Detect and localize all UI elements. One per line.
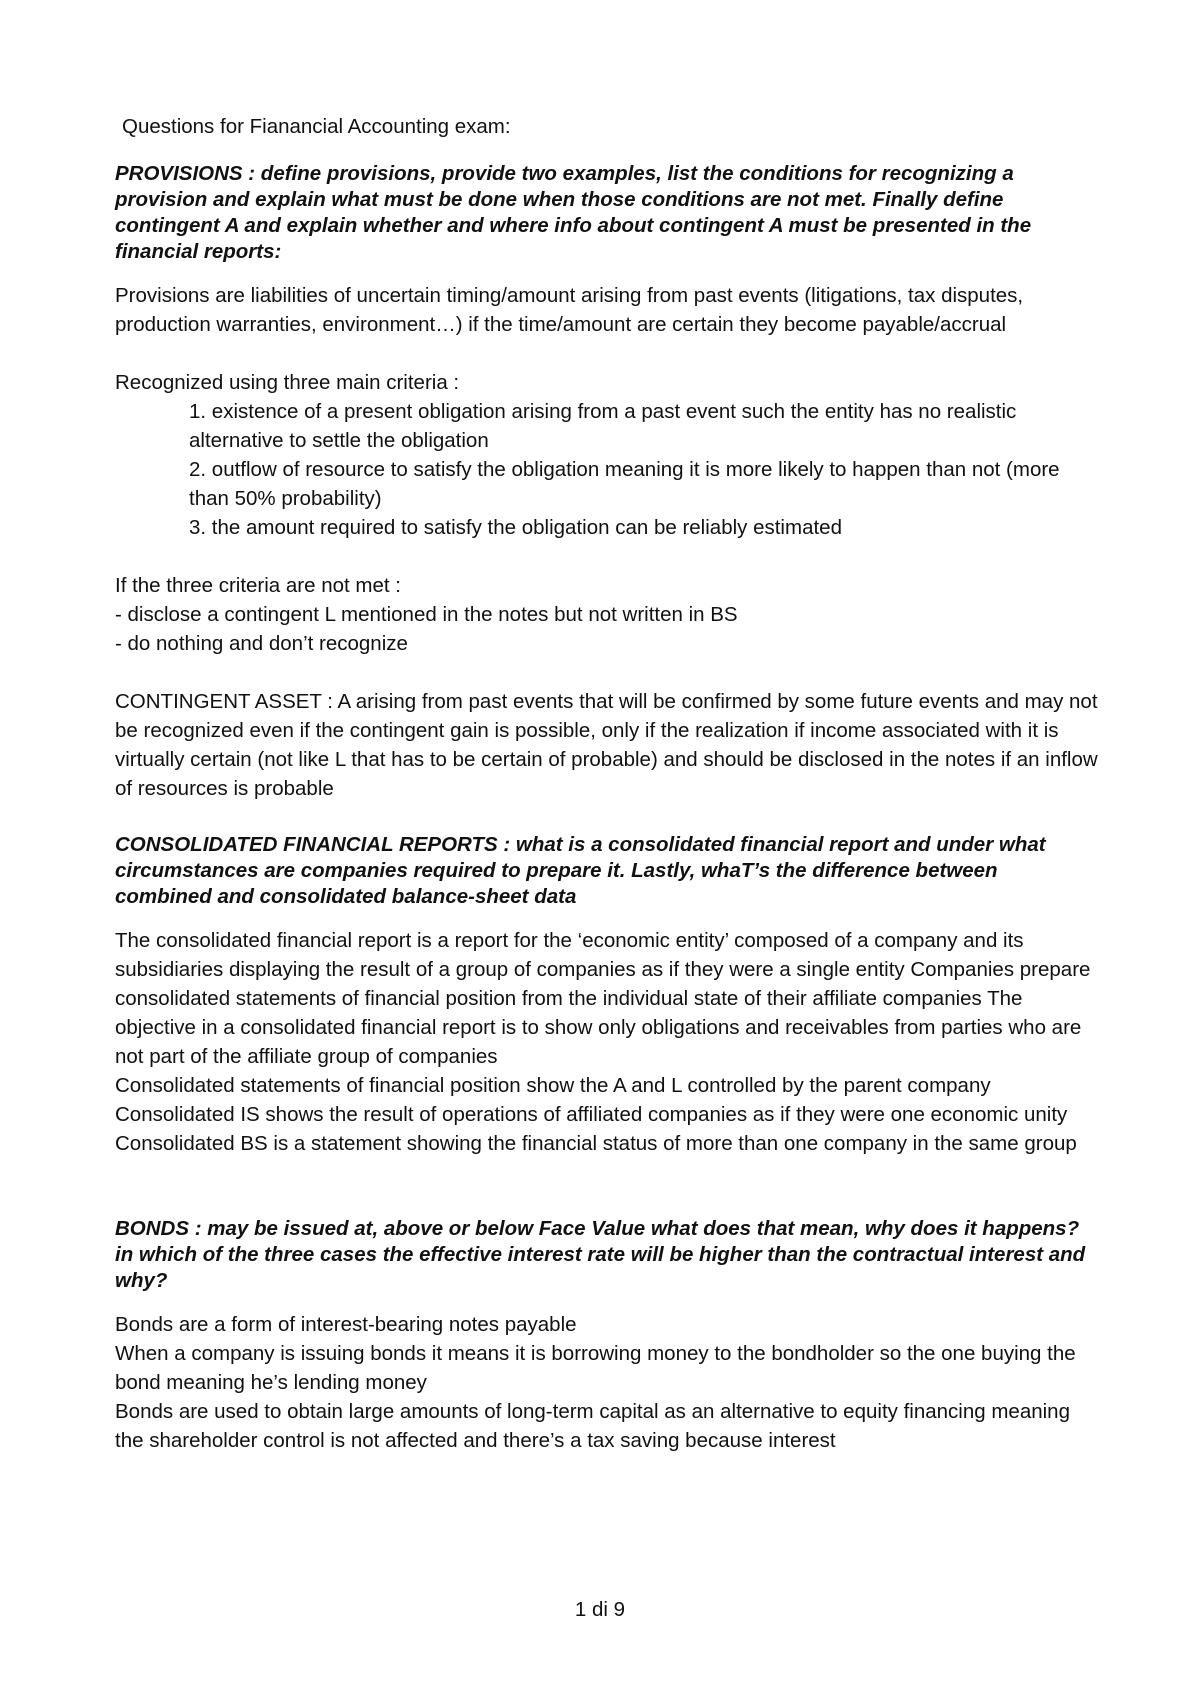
criteria-line: 3. the amount required to satisfy the obligation can be reliably estimated: [189, 516, 842, 539]
bonds-line: Bonds are a form of interest-bearing notes payable: [115, 1313, 577, 1336]
contingent-asset-paragraph: CONTINGENT ASSET : A arising from past events that will be confirmed by some future events and may not be recognized even if the contingent gain is possible, only if the realization if income associated with it is virtually certain (not like L that has to be certain of probable) and should be disclosed in the notes if an inflow of resources is probable: [115, 690, 1098, 800]
consolidated-answer-2: Consolidated statements of financial position show the A and L controlled by the parent company Consolidated IS shows the result of operations of affiliated companies as if they were one economic unity Consolidated BS is a statement showing the financial status of more than one company in the same group: [115, 1074, 1077, 1155]
criteria-line: 1. existence of a present obligation arising from a past event such the entity has no realistic: [189, 400, 1017, 423]
not-met-item: - disclose a contingent L mentioned in the notes but not written in BS: [115, 603, 738, 626]
not-met-item: - do nothing and don’t recognize: [115, 632, 408, 655]
criteria-line: alternative to settle the obligation: [189, 429, 489, 452]
bonds-line: Bonds are used to obtain large amounts of long-term capital as an alternative to equity financing meaning the shareholder control is not affected and there’s a tax saving because interest: [115, 1400, 1070, 1452]
document-body: [115, 112, 1100, 1455]
criteria-intro: Recognized using three main criteria :: [115, 371, 460, 394]
provisions-definition: Provisions are liabilities of uncertain timing/amount arising from past events (litigations, tax disputes, production warranties, environment…) if the time/amount are certain they become payable/accrual: [115, 284, 1024, 336]
not-met-intro: If the three criteria are not met :: [115, 574, 401, 597]
page-number: 1 di 9: [574, 1598, 626, 1621]
consolidated-question: CONSOLIDATED FINANCIAL REPORTS : what is a consolidated financial report and under what circumstances are companies required to prepare it. Lastly, whaT’s the difference between combined and consolidated balance-sheet data: [115, 833, 1046, 908]
bonds-question: BONDS : may be issued at, above or below Face Value what does that mean, why does it happens? in which of the three cases the effective interest rate will be higher than the contractual interest and why?: [115, 1217, 1086, 1292]
consolidated-answer: The consolidated financial report is a report for the ‘economic entity’ composed of a company and its subsidiaries displaying the result of a group of companies as if they were a single entity Companies prepare consolidated statements of financial position from the individual state of their affiliate companies The objective in a consolidated financial report is to show only obligations and receivables from parties who are not part of the affiliate group of companies: [115, 929, 1091, 1068]
criteria-line: 2. outflow of resource to satisfy the obligation meaning it is more likely to happen than not (more than 50% probability): [189, 458, 1060, 510]
bonds-line: When a company is issuing bonds it means it is borrowing money to the bondholder so the one buying the bond meaning he’s lending money: [115, 1342, 1076, 1394]
criteria-list: [115, 397, 1100, 542]
document-title: Questions for Fianancial Accounting exam:: [122, 115, 511, 138]
provisions-question: PROVISIONS : define provisions, provide two examples, list the conditions for recognizing a provision and explain what must be done when those conditions are not met. Finally define contingent A and explain whether and where info about contingent A must be presented in the financial reports:: [115, 162, 1032, 263]
